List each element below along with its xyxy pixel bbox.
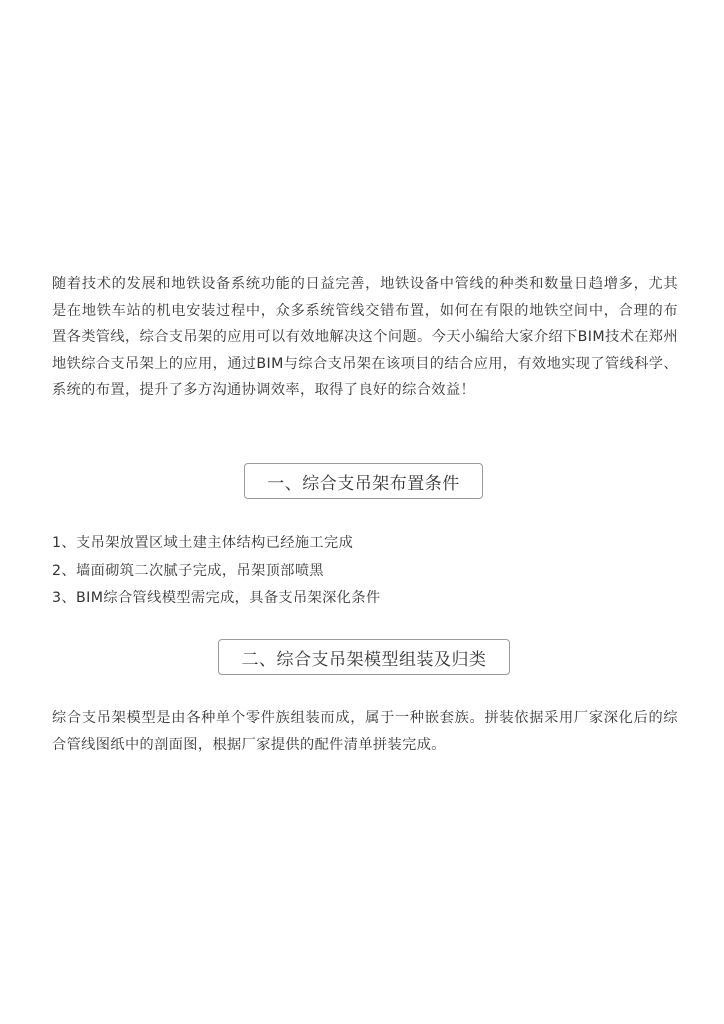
list-item: 2、墙面砌筑二次腻子完成，吊架顶部喷黑 [52, 562, 325, 579]
list-item: 1、支吊架放置区域土建主体结构已经施工完成 [52, 535, 354, 551]
section-2-heading: 二、综合支吊架模型组装及归类 [218, 639, 510, 675]
section-2-paragraph: 综合支吊架模型是由各种单个零件族组装而成，属于一种嵌套族。拼装依据采用厂家深化后的综合管线图纸中的剖面图，根据厂家提供的配件清单拼装完成。 [52, 710, 678, 753]
intro-paragraph: 随着技术的发展和地铁设备系统功能的日益完善，地铁设备中管线的种类和数量日趋增多，尤其是在地铁车站的机电安装过程中，众多系统管线交错布置，如何在有限的地铁空间中，合理的布置各类管线，综合支吊架的应用可以有效地解决这个问题。今天小编给大家介绍下BIM技术在郑州地铁综合支吊架上的应用，通过BIM与综合支吊架在该项目的结合应用，有效地实现了管线科学、系统的布置，提升了多方沟通协调效率，取得了良好的综合效益！ [52, 276, 678, 398]
section-1-heading: 一、综合支吊架布置条件 [244, 463, 483, 499]
section-1-condition-list [52, 530, 678, 613]
list-item: 3、BIM综合管线模型需完成，具备支吊架深化条件 [52, 590, 381, 606]
